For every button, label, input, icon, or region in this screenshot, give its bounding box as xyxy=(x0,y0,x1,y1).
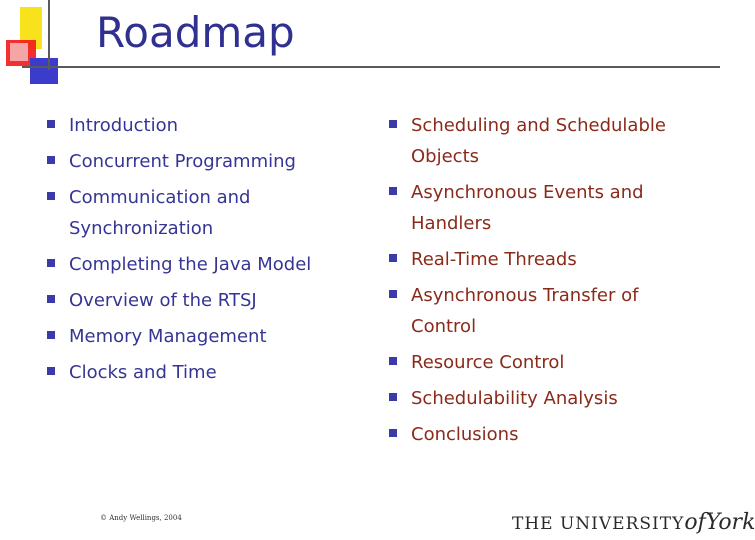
bullet-item xyxy=(40,357,360,388)
bullet-square-icon xyxy=(389,254,397,262)
bullet-text: Clocks and Time xyxy=(69,362,217,383)
bullet-text: Asynchronous Events and xyxy=(411,182,644,203)
logo-prefix: THE UNIVERSITY xyxy=(512,514,685,534)
bullet-text: Conclusions xyxy=(411,424,519,445)
bullet-square-icon xyxy=(47,259,55,267)
bullet-text: Resource Control xyxy=(411,352,565,373)
bullet-item xyxy=(382,177,712,239)
bullet-square-icon xyxy=(389,357,397,365)
bullet-item xyxy=(382,419,712,450)
bullet-text: Overview of the RTSJ xyxy=(69,290,257,311)
decor-blue-square xyxy=(30,58,58,84)
bullet-text: Control xyxy=(411,316,477,337)
bullet-text: Handlers xyxy=(411,213,492,234)
bullet-square-icon xyxy=(389,393,397,401)
bullet-square-icon xyxy=(47,192,55,200)
bullet-text: Schedulability Analysis xyxy=(411,388,618,409)
copyright-footer: © Andy Wellings, 2004 xyxy=(100,514,182,522)
bullet-text: Scheduling and Schedulable xyxy=(411,115,666,136)
bullet-item xyxy=(382,347,712,378)
bullet-text: Asynchronous Transfer of xyxy=(411,285,639,306)
decor-pink-square xyxy=(10,43,28,61)
bullet-text: Objects xyxy=(411,146,480,167)
logo-of: of xyxy=(684,510,706,535)
bullet-square-icon xyxy=(389,429,397,437)
bullet-item xyxy=(40,285,360,316)
bullet-square-icon xyxy=(389,187,397,195)
bullet-item xyxy=(382,280,712,342)
right-bullet-list xyxy=(382,110,712,455)
bullet-text: Real-Time Threads xyxy=(411,249,577,270)
slide-title: Roadmap xyxy=(96,8,295,57)
left-bullet-list xyxy=(40,110,360,393)
bullet-item xyxy=(40,321,360,352)
bullet-item xyxy=(382,383,712,414)
university-logo xyxy=(512,510,755,535)
title-underline-rule xyxy=(22,66,720,68)
bullet-square-icon xyxy=(47,156,55,164)
bullet-square-icon xyxy=(47,295,55,303)
bullet-square-icon xyxy=(47,120,55,128)
bullet-text: Synchronization xyxy=(69,218,214,239)
bullet-text: Concurrent Programming xyxy=(69,151,296,172)
bullet-item xyxy=(40,182,360,244)
bullet-square-icon xyxy=(389,120,397,128)
bullet-item xyxy=(382,110,712,172)
bullet-square-icon xyxy=(47,367,55,375)
bullet-item xyxy=(382,244,712,275)
bullet-text: Memory Management xyxy=(69,326,267,347)
bullet-item xyxy=(40,146,360,177)
bullet-text: Communication and xyxy=(69,187,251,208)
bullet-square-icon xyxy=(389,290,397,298)
logo-york: York xyxy=(705,510,755,535)
bullet-item xyxy=(40,249,360,280)
bullet-text: Completing the Java Model xyxy=(69,254,312,275)
bullet-square-icon xyxy=(47,331,55,339)
decor-vertical-rule xyxy=(48,0,50,70)
bullet-item xyxy=(40,110,360,141)
bullet-text: Introduction xyxy=(69,115,179,136)
